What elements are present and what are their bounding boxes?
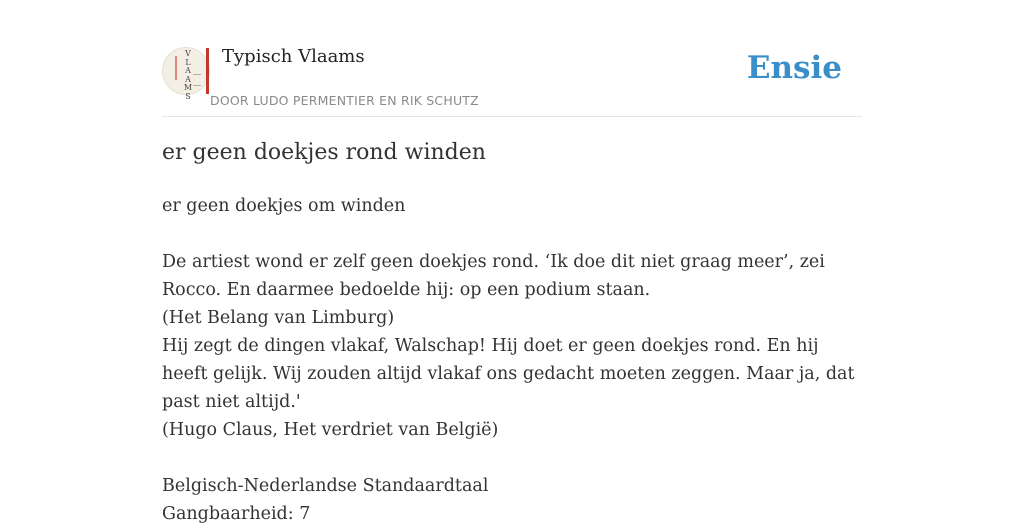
example-source: (Het Belang van Limburg) (162, 308, 395, 328)
frequency-label: Gangbaarheid: 7 (162, 504, 311, 524)
spacer (162, 220, 862, 248)
example-quote: De artiest wond er zelf geen doekjes rond. ‘Ik doe dit niet graag meer’, zei Rocco. En daarmee bedoelde hij: op een podium staan. (162, 252, 825, 300)
language-category: Belgisch-Nederlandse Standaardtaal (162, 476, 489, 496)
definition-text: er geen doekjes om winden (162, 196, 406, 216)
example-source: (Hugo Claus, Het verdriet van België) (162, 420, 499, 440)
brand-logo[interactable]: Ensie (746, 50, 842, 86)
logo-lines (193, 74, 201, 86)
definition-body (162, 192, 862, 528)
page-title: er geen doekjes rond winden (162, 140, 486, 165)
logo-letters: V L A A M S (183, 49, 193, 101)
logo-stripe (206, 48, 209, 94)
spacer (162, 444, 862, 472)
logo-red-mark (175, 56, 177, 80)
source-authors: DOOR LUDO PERMENTIER EN RIK SCHUTZ (210, 93, 479, 108)
book-cover-logo-icon[interactable] (162, 47, 210, 101)
source-header (162, 45, 862, 117)
example-quote: Hij zegt de dingen vlakaf, Walschap! Hij doet er geen doekjes rond. En hij heeft gelijk. Wij zouden altijd vlakaf ons gedacht moeten zeggen. Maar ja, dat past niet altijd.' (162, 336, 855, 412)
source-title[interactable]: Typisch Vlaams (222, 46, 365, 67)
